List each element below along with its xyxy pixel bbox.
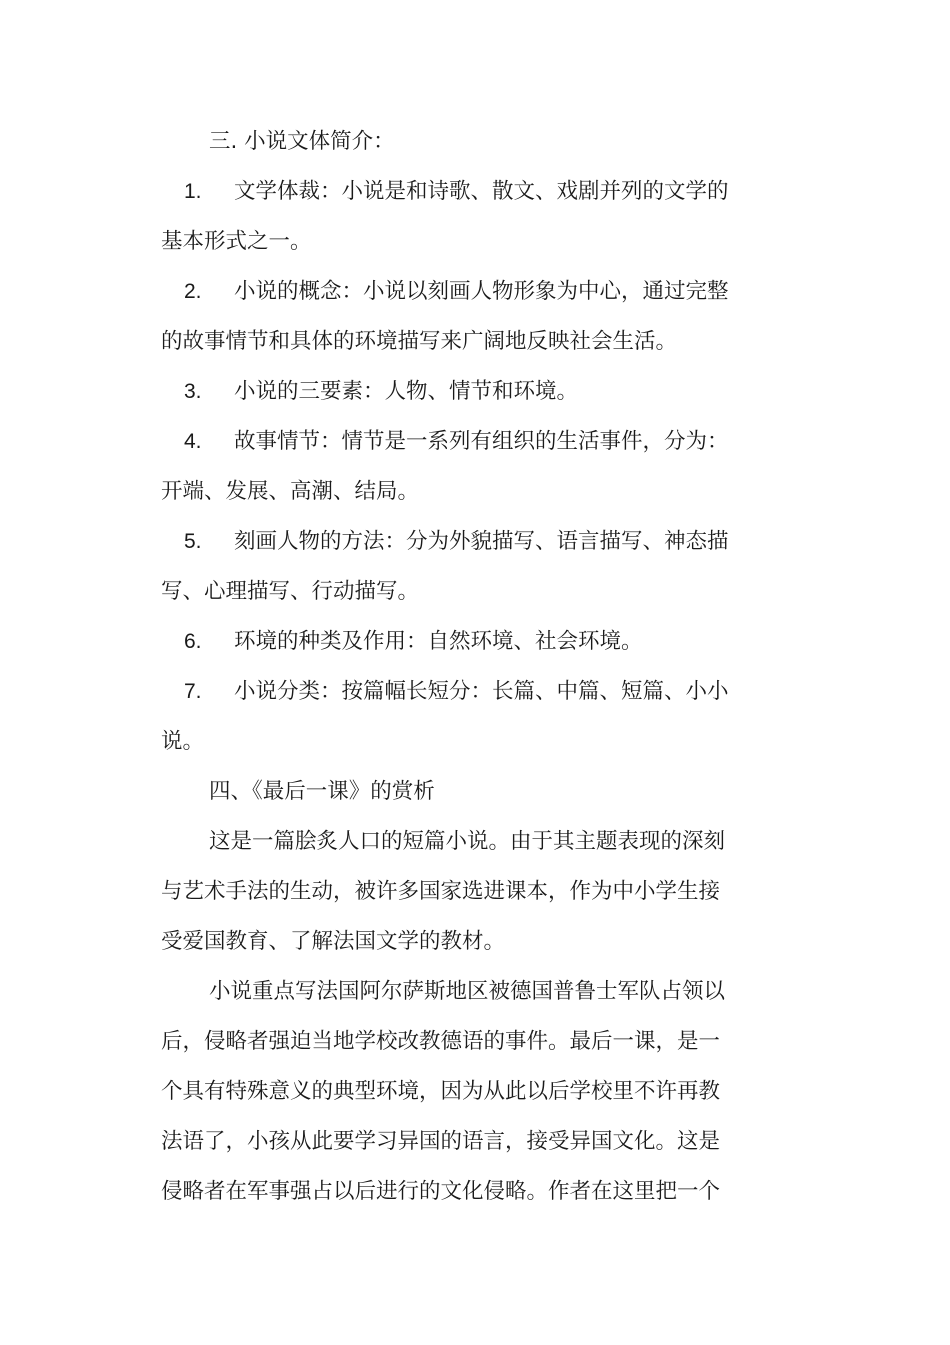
item-1-text: 文学体裁：小说是和诗歌、散文、戏剧并列的文学的 xyxy=(234,179,729,204)
item-1-number: 1. xyxy=(184,180,202,203)
paragraph-2-line-5: 侵略者在军事强占以后进行的文化侵略。作者在这里把一个 xyxy=(161,1179,721,1204)
paragraph-1-line-2: 与艺术手法的生动，被许多国家选进课本，作为中小学生接 xyxy=(161,879,721,904)
item-2-text: 小说的概念：小说以刻画人物形象为中心，通过完整 xyxy=(234,279,729,304)
item-2-continuation: 的故事情节和具体的环境描写来广阔地反映社会生活。 xyxy=(161,329,678,354)
paragraph-1-line-1: 这是一篇脍炙人口的短篇小说。由于其主题表现的深刻 xyxy=(209,829,726,854)
item-2-number: 2. xyxy=(184,280,202,303)
item-3-number: 3. xyxy=(184,380,202,403)
item-5-text: 刻画人物的方法：分为外貌描写、语言描写、神态描 xyxy=(234,529,729,554)
item-6-number: 6. xyxy=(184,630,202,653)
item-4-continuation: 开端、发展、高潮、结局。 xyxy=(161,479,420,504)
item-7-number: 7. xyxy=(184,680,202,703)
item-1-continuation: 基本形式之一。 xyxy=(161,229,312,254)
item-7-text: 小说分类：按篇幅长短分：长篇、中篇、短篇、小小 xyxy=(234,679,729,704)
item-6-text: 环境的种类及作用：自然环境、社会环境。 xyxy=(234,629,643,654)
paragraph-2-line-4: 法语了，小孩从此要学习异国的语言，接受异国文化。这是 xyxy=(161,1129,721,1154)
item-3-text: 小说的三要素：人物、情节和环境。 xyxy=(234,379,579,404)
paragraph-1-line-3: 受爱国教育、了解法国文学的教材。 xyxy=(161,929,506,954)
paragraph-2-line-3: 个具有特殊意义的典型环境，因为从此以后学校里不许再教 xyxy=(161,1079,721,1104)
paragraph-2-line-1: 小说重点写法国阿尔萨斯地区被德国普鲁士军队占领以 xyxy=(209,979,726,1004)
item-4-number: 4. xyxy=(184,430,202,453)
section-3-heading: 三. 小说文体简介： xyxy=(209,129,395,154)
item-5-number: 5. xyxy=(184,530,202,553)
paragraph-2-line-2: 后，侵略者强迫当地学校改教德语的事件。最后一课，是一 xyxy=(161,1029,721,1054)
item-5-continuation: 写、心理描写、行动描写。 xyxy=(161,579,420,604)
item-4-text: 故事情节：情节是一系列有组织的生活事件，分为： xyxy=(234,429,729,454)
item-7-continuation: 说。 xyxy=(161,729,205,754)
section-4-heading: 四、《最后一课》的赏析 xyxy=(209,779,435,804)
